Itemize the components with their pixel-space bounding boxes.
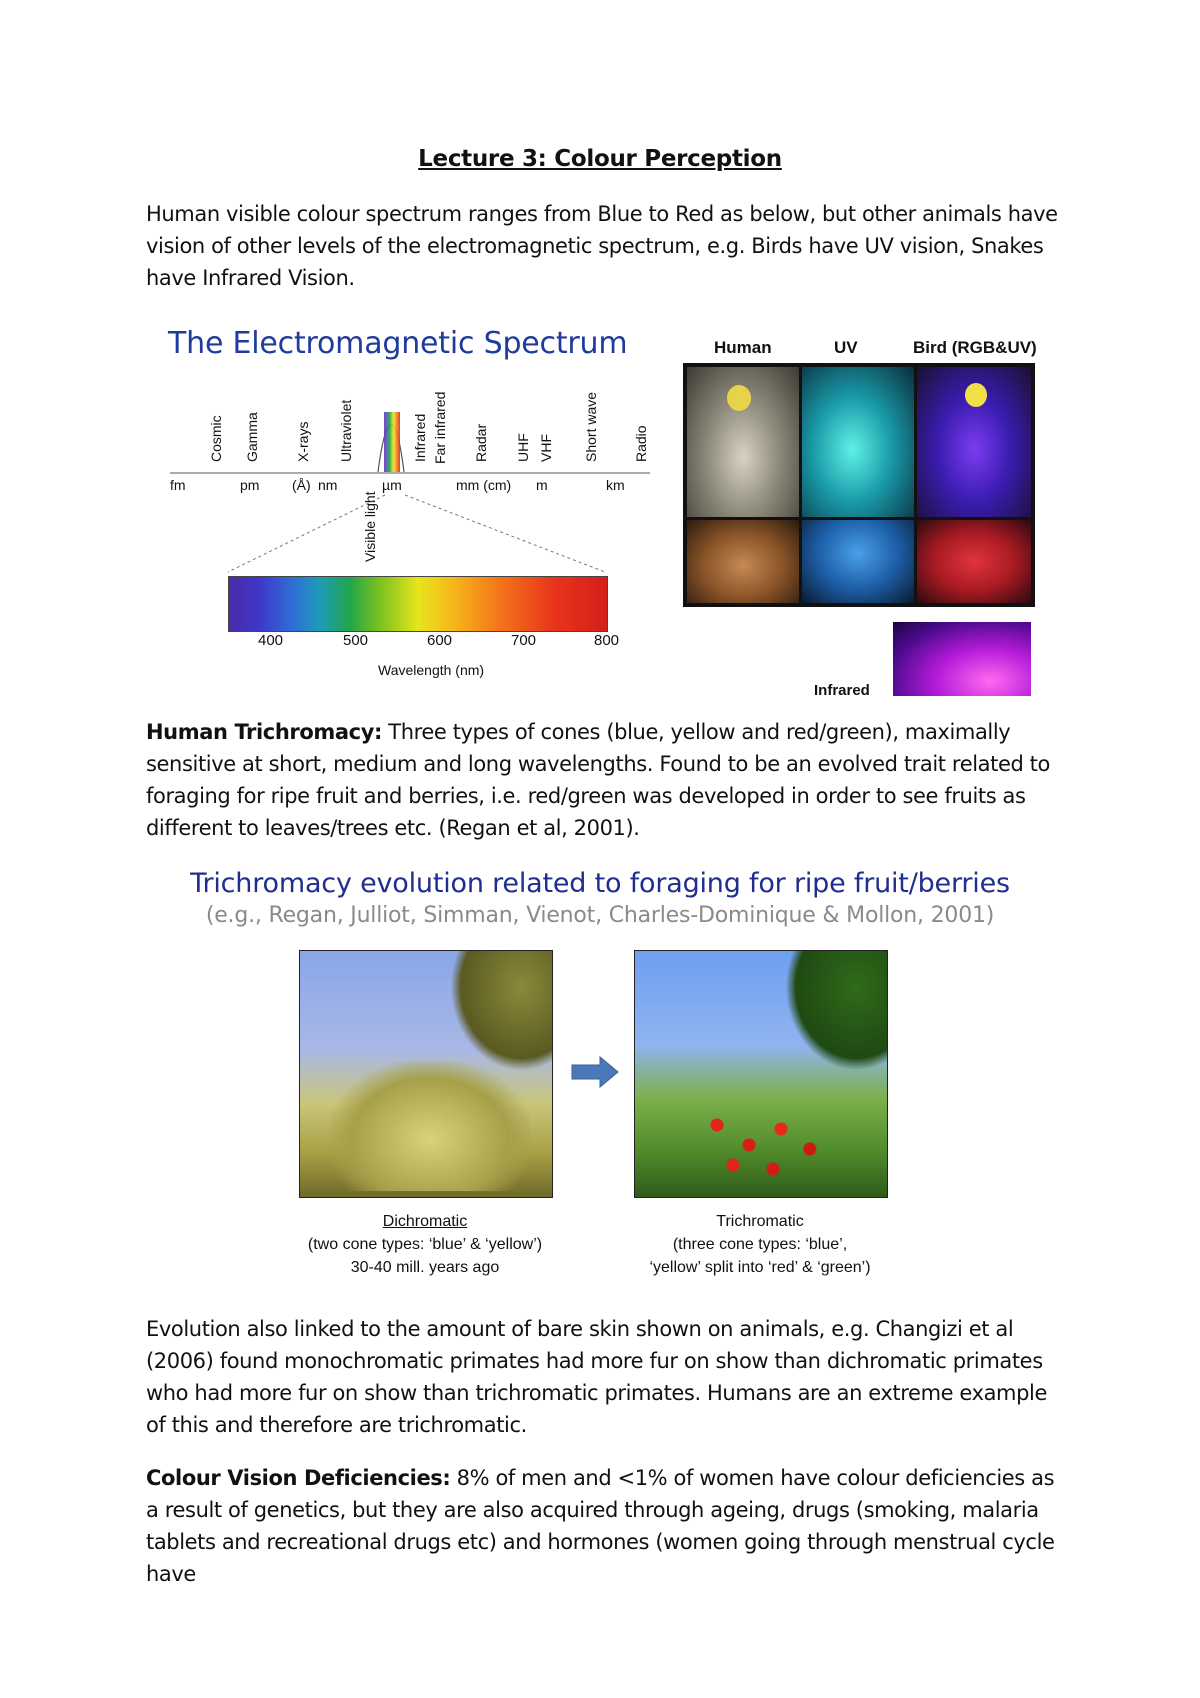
band-cosmic: Cosmic xyxy=(208,415,224,462)
band-radio: Radio xyxy=(633,425,649,462)
wavelength-axis-label: Wavelength (nm) xyxy=(378,662,485,678)
wavelength-500: 500 xyxy=(343,632,369,649)
unit-angstrom: (Å) xyxy=(292,477,311,493)
unit-mm-cm: mm (cm) xyxy=(456,477,512,493)
trichromacy-text: Three types of cones (blue, yellow and red/green), maximally sensitive at short, medium and long wavelengths. Found to be an evolved trait related to foraging for ripe fruit and berries, i.e. red/green was developed in order to see fruits as different to leaves/trees etc. (Regan et al, 2001). xyxy=(146,720,1050,840)
trichromatic-photo xyxy=(634,950,888,1198)
bird-photo-human xyxy=(687,367,799,517)
band-infrared: Infrared xyxy=(412,413,428,462)
em-spectrum-title: The Electromagnetic Spectrum xyxy=(168,326,628,361)
band-uhf: UHF xyxy=(515,433,531,462)
dichromatic-caption xyxy=(280,1210,570,1279)
trichromacy-paragraph xyxy=(146,716,1066,844)
bird-vision-grid xyxy=(683,363,1035,607)
band-gamma: Gamma xyxy=(244,412,260,462)
deficiency-paragraph xyxy=(146,1462,1066,1590)
dichromatic-photo xyxy=(299,950,553,1198)
dichromatic-caption-line3: 30-40 mill. years ago xyxy=(350,1259,500,1276)
bird-header-bird: Bird (RGB&UV) xyxy=(913,338,1037,357)
wavelength-600: 600 xyxy=(427,632,453,649)
trichromacy-figure-title: Trichromacy evolution related to foraging for ripe fruit/berries xyxy=(190,868,1010,899)
trichromatic-caption xyxy=(614,1210,906,1279)
unit-km: km xyxy=(606,477,625,493)
unit-fm: fm xyxy=(170,477,186,493)
visible-spectrum-bar xyxy=(228,576,608,632)
page-title: Lecture 3: Colour Perception xyxy=(418,146,782,172)
trichromatic-caption-title: Trichromatic xyxy=(716,1213,804,1230)
dichromatic-caption-line2: (two cone types: ‘blue’ & ‘yellow’) xyxy=(307,1236,543,1253)
bird-header-human: Human xyxy=(714,338,772,357)
wavelength-400: 400 xyxy=(258,632,284,649)
band-xrays: X-rays xyxy=(295,421,311,462)
trichromacy-label: Human Trichromacy: xyxy=(146,720,382,744)
trichromacy-figure-subtitle: (e.g., Regan, Julliot, Simman, Vienot, Charles-Dominique & Mollon, 2001) xyxy=(205,903,995,928)
arrow-right-icon xyxy=(570,1056,620,1088)
projection-lines xyxy=(220,490,620,580)
band-radar: Radar xyxy=(473,423,489,462)
deficiency-text: 8% of men and <1% of women have colour deficiencies as a result of genetics, but they are also acquired through ageing, drugs (smoking, malaria tablets and recreational drugs etc) and hormones (women going through menstrual cycle have xyxy=(146,1466,1055,1586)
egg-photo-rgb-uv xyxy=(917,520,1031,603)
trichromatic-caption-line3: ‘yellow’ split into ‘red’ & ‘green’) xyxy=(649,1259,871,1276)
band-far-infrared: Far infrared xyxy=(432,391,448,464)
unit-nm: nm xyxy=(318,477,338,493)
deficiency-label: Colour Vision Deficiencies: xyxy=(146,1466,451,1490)
evolution-paragraph: Evolution also linked to the amount of bare skin shown on animals, e.g. Changizi et al (2006) found monochromatic primates had more fur on show than dichromatic primates who had more fur on show than trichromatic primates. Humans are an extreme example of this and therefore are trichromatic. xyxy=(146,1317,1048,1437)
band-short-wave: Short wave xyxy=(583,391,599,462)
bird-header-uv: UV xyxy=(834,338,858,357)
wavelength-700: 700 xyxy=(511,632,537,649)
bird-photo-uv xyxy=(802,367,914,517)
egg-photo-human xyxy=(687,520,799,603)
bird-photo-rgb-uv xyxy=(917,367,1031,517)
infrared-label: Infrared xyxy=(814,682,870,696)
wavelength-800: 800 xyxy=(594,632,620,649)
band-ultraviolet: Ultraviolet xyxy=(338,399,354,462)
infrared-snake-photo xyxy=(893,622,1031,696)
unit-pm: pm xyxy=(240,477,260,493)
intro-paragraph: Human visible colour spectrum ranges from Blue to Red as below, but other animals have vision of other levels of the electromagnetic spectrum, e.g. Birds have UV vision, Snakes have Infrared Vision. xyxy=(146,202,1058,290)
band-vhf: VHF xyxy=(538,434,554,462)
dichromatic-caption-title: Dichromatic xyxy=(382,1213,468,1230)
trichromatic-caption-line2: (three cone types: ‘blue’, xyxy=(672,1236,848,1253)
visible-light-label: Visible light xyxy=(362,491,378,562)
egg-photo-uv xyxy=(802,520,914,603)
unit-m: m xyxy=(536,477,548,493)
unit-um: µm xyxy=(382,477,402,493)
